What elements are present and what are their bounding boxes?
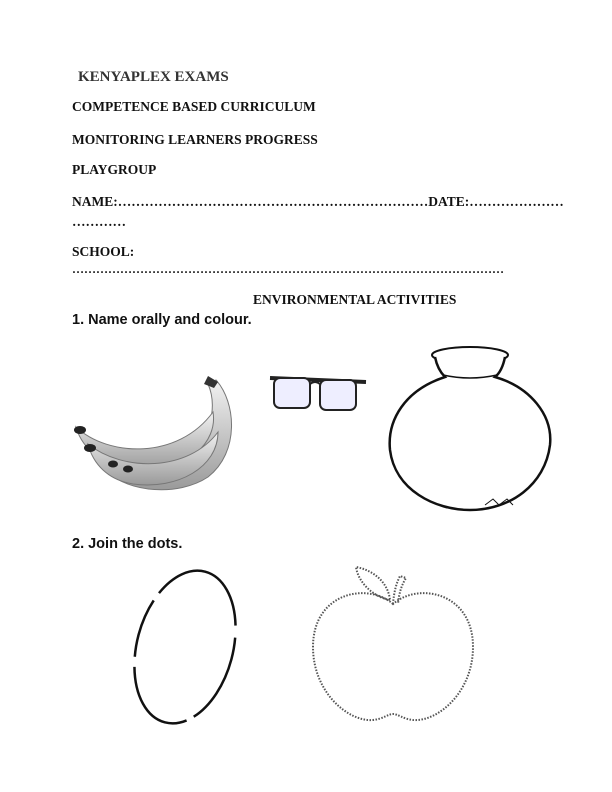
- curriculum-label: COMPETENCE BASED CURRICULUM: [72, 99, 316, 114]
- question-2-label: 2. Join the dots.: [72, 536, 183, 552]
- school-line[interactable]: ………………………………………………………………………………………………: [72, 262, 504, 276]
- question-1-label: 1. Name orally and colour.: [72, 312, 252, 328]
- dotted-oval-icon[interactable]: [125, 565, 245, 730]
- spectacles-icon: [268, 370, 368, 420]
- name-line-continued[interactable]: …………: [72, 214, 126, 229]
- subject-heading: ENVIRONMENTAL ACTIVITIES: [253, 292, 457, 307]
- exam-title: KENYAPLEX EXAMS: [78, 69, 229, 85]
- pot-icon: [385, 345, 555, 515]
- name-date-line[interactable]: NAME:……………………………………………………………DATE:…………………: [72, 194, 564, 209]
- dotted-apple-icon[interactable]: [308, 562, 478, 727]
- level-label: PLAYGROUP: [72, 162, 157, 177]
- school-label: SCHOOL:: [72, 244, 135, 259]
- banana-icon: [68, 372, 248, 502]
- assessment-label: MONITORING LEARNERS PROGRESS: [72, 132, 318, 147]
